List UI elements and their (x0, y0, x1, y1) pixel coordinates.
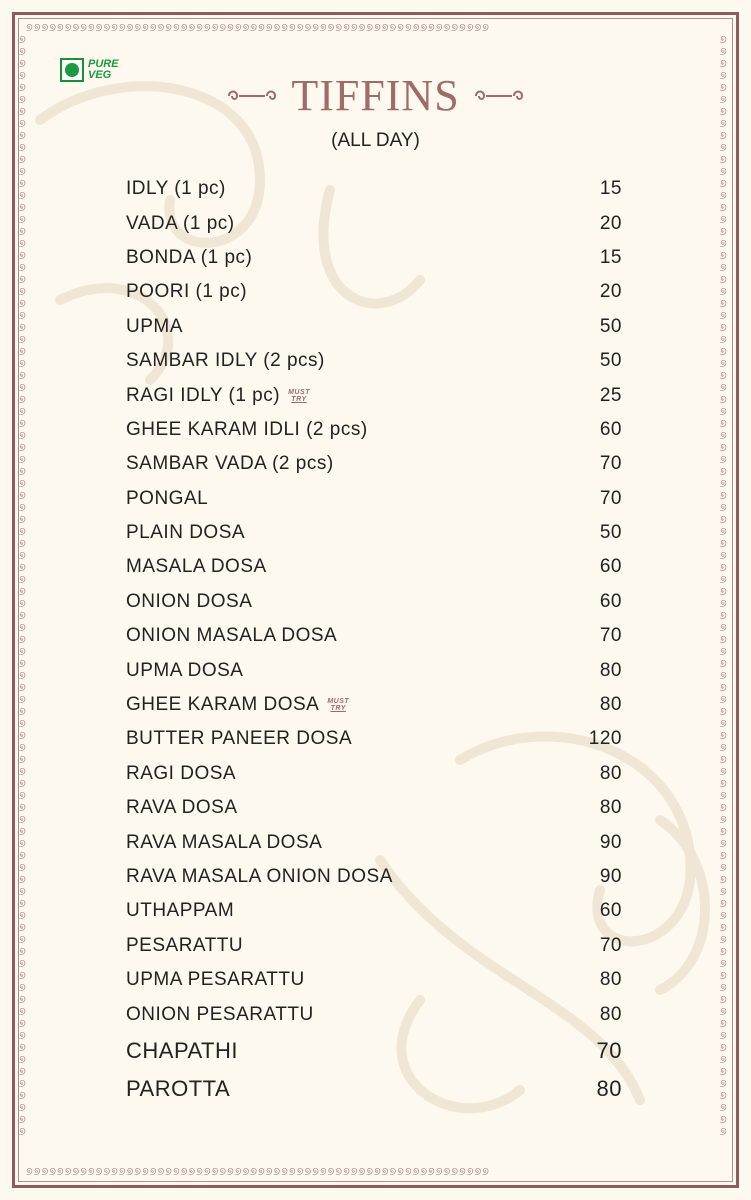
item-price: 60 (599, 418, 622, 440)
item-name: PAROTTA (126, 1075, 231, 1101)
menu-item (126, 929, 626, 963)
page-subtitle: (ALL DAY) (331, 130, 420, 151)
menu-item (126, 516, 626, 550)
item-price: 20 (599, 212, 622, 234)
menu-item (126, 963, 626, 997)
must-try-line2: TRY (330, 705, 346, 713)
item-name: UTHAPPAM (126, 900, 235, 922)
item-price: 15 (599, 246, 622, 268)
pure-veg-line2: VEG (88, 69, 112, 81)
menu-item (126, 310, 626, 344)
menu-item (126, 206, 626, 240)
item-name: CHAPATHI (126, 1037, 238, 1063)
item-price: 80 (596, 1075, 622, 1101)
item-price: 70 (599, 487, 622, 509)
left-border-ornament: ୭୭୭୭୭୭୭୭୭୭୭୭୭୭୭୭୭୭୭୭୭୭୭୭୭୭୭୭୭୭୭୭୭୭୭୭୭୭୭୭୭୭୭୭୭୭୭୭୭୭୭୭୭୭୭୭୭୭୭୭୭୭୭୭୭୭୭୭୭୭୭୭୭୭୭୭୭୭୭୭୭୭୭୭୭୭୭୭୭୭୭୭ (19, 34, 27, 1138)
page-title: TIFFINS (291, 71, 460, 120)
menu-item (126, 894, 626, 928)
must-try-line1: MUST (288, 388, 310, 396)
menu-list (126, 172, 626, 1108)
item-name: RAVA MASALA ONION DOSA (126, 866, 393, 887)
item-price: 25 (599, 384, 622, 406)
item-name: IDLY (1 pc) (126, 178, 226, 200)
item-name: RAGI DOSA (126, 762, 237, 784)
pure-veg-line1: PURE (88, 58, 119, 70)
item-name: RAVA MASALA DOSA (126, 831, 323, 853)
menu-item (126, 997, 626, 1031)
menu-item (126, 447, 626, 481)
item-price: 50 (599, 315, 622, 337)
menu-item (126, 757, 626, 791)
item-price: 70 (599, 453, 622, 475)
bottom-border-ornament: ୭୭୭୭୭୭୭୭୭୭୭୭୭୭୭୭୭୭୭୭୭୭୭୭୭୭୭୭୭୭୭୭୭୭୭୭୭୭୭୭୭୭୭୭୭୭୭୭୭୭୭୭୭୭୭୭୭୭୭୭ (26, 1166, 490, 1178)
item-name: SAMBAR VADA (2 pcs) (126, 453, 334, 475)
menu-item (126, 722, 626, 756)
item-name: RAGI IDLY (1 pc) (126, 384, 281, 406)
title-row (0, 69, 751, 120)
item-name: GHEE KARAM IDLI (2 pcs) (126, 418, 368, 440)
menu-item (126, 413, 626, 447)
menu-item (126, 688, 626, 722)
menu-item (126, 585, 626, 619)
item-price: 60 (599, 556, 622, 578)
menu-item (126, 653, 626, 687)
menu-item (126, 482, 626, 516)
menu-item (126, 791, 626, 825)
menu-item (126, 860, 626, 894)
right-border-ornament: ୭୭୭୭୭୭୭୭୭୭୭୭୭୭୭୭୭୭୭୭୭୭୭୭୭୭୭୭୭୭୭୭୭୭୭୭୭୭୭୭୭୭୭୭୭୭୭୭୭୭୭୭୭୭୭୭୭୭୭୭୭୭୭୭୭୭୭୭୭୭୭୭୭୭୭୭୭୭୭୭୭୭୭୭୭୭୭୭୭୭୭୭ (720, 34, 728, 1138)
must-try-tag (327, 698, 349, 712)
item-price: 70 (599, 934, 622, 956)
menu-item (126, 378, 626, 412)
item-price: 70 (596, 1037, 622, 1063)
item-name: PESARATTU (126, 934, 244, 956)
item-price: 80 (599, 1003, 622, 1025)
item-price: 20 (599, 281, 622, 303)
item-name: PLAIN DOSA (126, 522, 246, 544)
menu-item (126, 344, 626, 378)
menu-item (126, 619, 626, 653)
item-price: 90 (599, 866, 622, 887)
menu-item (126, 275, 626, 309)
must-try-line1: MUST (327, 698, 350, 706)
item-price: 50 (599, 350, 622, 372)
item-price: 60 (599, 900, 622, 922)
must-try-line2: TRY (291, 395, 307, 403)
item-price: 120 (588, 728, 622, 750)
item-name: ONION PESARATTU (126, 1003, 314, 1025)
menu-item (126, 241, 626, 275)
menu-item (126, 550, 626, 584)
item-name: MASALA DOSA (126, 556, 267, 578)
item-name: PONGAL (126, 487, 209, 509)
must-try-tag (288, 389, 310, 403)
item-name: UPMA (126, 315, 183, 337)
item-price: 80 (599, 969, 622, 991)
item-name: POORI (1 pc) (126, 281, 248, 303)
item-name: ONION MASALA DOSA (126, 625, 338, 647)
right-swirl-ornament-icon (474, 88, 524, 104)
item-price: 80 (599, 694, 622, 716)
menu-item (126, 1032, 626, 1070)
menu-item (126, 825, 626, 859)
left-swirl-ornament-icon (227, 88, 277, 104)
top-border-ornament: ୭୭୭୭୭୭୭୭୭୭୭୭୭୭୭୭୭୭୭୭୭୭୭୭୭୭୭୭୭୭୭୭୭୭୭୭୭୭୭୭୭୭୭୭୭୭୭୭୭୭୭୭୭୭୭୭୭୭୭୭ (26, 22, 490, 34)
item-name: VADA (1 pc) (126, 212, 235, 234)
item-name: BUTTER PANEER DOSA (126, 728, 353, 750)
item-price: 80 (599, 762, 622, 784)
menu-item (126, 172, 626, 206)
item-price: 15 (599, 178, 622, 200)
item-name: SAMBAR IDLY (2 pcs) (126, 350, 325, 372)
item-name: GHEE KARAM DOSA (126, 694, 320, 716)
menu-item (126, 1070, 626, 1108)
item-price: 80 (599, 659, 622, 681)
item-price: 70 (599, 625, 622, 647)
item-name: ONION DOSA (126, 590, 253, 612)
item-name: BONDA (1 pc) (126, 246, 253, 268)
item-name: RAVA DOSA (126, 797, 238, 819)
item-name: UPMA PESARATTU (126, 969, 305, 991)
item-price: 90 (599, 831, 622, 853)
item-price: 80 (599, 797, 622, 819)
item-name: UPMA DOSA (126, 659, 244, 681)
item-price: 60 (599, 590, 622, 612)
item-price: 50 (599, 522, 622, 544)
